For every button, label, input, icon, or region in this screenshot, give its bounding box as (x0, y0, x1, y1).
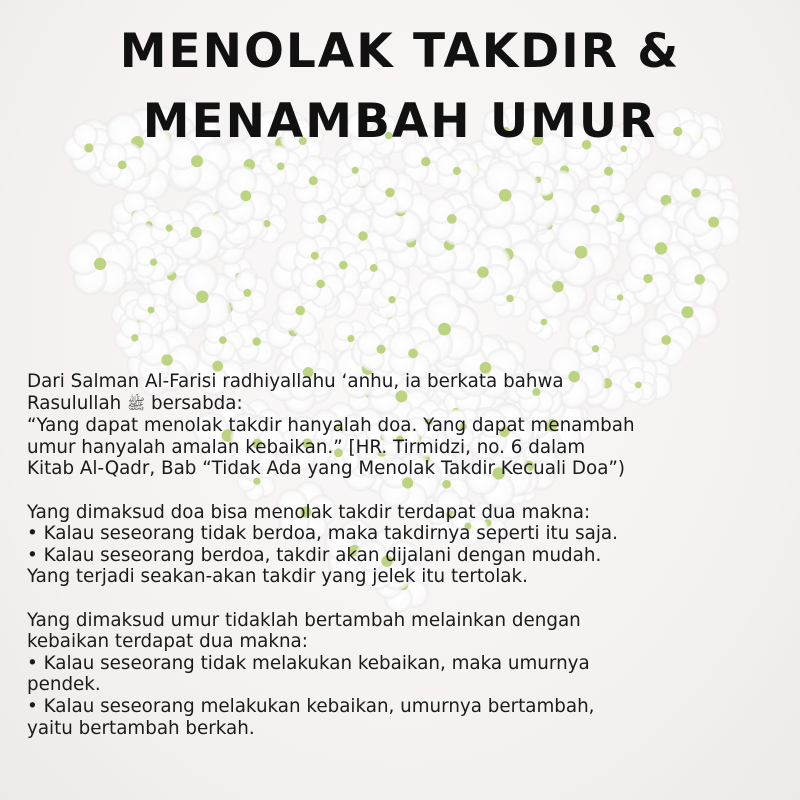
umur-heading-line-1: Yang dimaksud umur tidaklah bertambah melainkan dengan (27, 609, 581, 631)
hadith-quote-line-2: umur hanyalah amalan kebaikan.” [HR. Tirmidzi, no. 6 dalam (27, 436, 586, 458)
body-text (27, 371, 787, 739)
doa-heading: Yang dimaksud doa bisa menolak takdir terdapat dua makna: (27, 501, 591, 523)
hadith-intro-line-2 (27, 393, 787, 416)
spacer (27, 588, 787, 610)
title-line-2: MENAMBAH UMUR (142, 94, 658, 149)
bersabda-text: bersabda: (150, 392, 243, 414)
umur-point-2-line-1: • Kalau seseorang melakukan kebaikan, umurnya bertambah, (27, 695, 595, 717)
umur-point-1-line-2: pendek. (27, 674, 101, 696)
hadith-intro-line-1: Dari Salman Al-Farisi radhiyallahu ‘anhu, ia berkata bahwa (27, 371, 564, 392)
doa-point-2: • Kalau seseorang berdoa, takdir akan dijalani dengan mudah. (27, 544, 602, 566)
umur-point-1-line-1: • Kalau seseorang tidak melakukan kebaikan, maka umurnya (27, 652, 590, 674)
doa-point-1: • Kalau seseorang tidak berdoa, maka takdirnya seperti itu saja. (27, 523, 618, 545)
umur-point-2-line-2: yaitu bertambah berkah. (27, 717, 255, 739)
hadith-quote-line-1: “Yang dapat menolak takdir hanyalah doa. Yang dapat menambah (27, 415, 635, 437)
spacer (27, 480, 787, 502)
umur-heading-line-2: kebaikan terdapat dua makna: (27, 631, 308, 653)
title-line-1: MENOLAK TAKDIR & (119, 24, 681, 79)
hadith-quote-line-3: Kitab Al-Qadr, Bab “Tidak Ada yang Menolak Takdir Kecuali Doa”) (27, 458, 625, 480)
salawat-icon: ﷺ (127, 394, 146, 413)
doa-point-2-continued: Yang terjadi seakan-akan takdir yang jelek itu tertolak. (27, 566, 528, 588)
rasulullah-text: Rasulullah (27, 392, 122, 414)
